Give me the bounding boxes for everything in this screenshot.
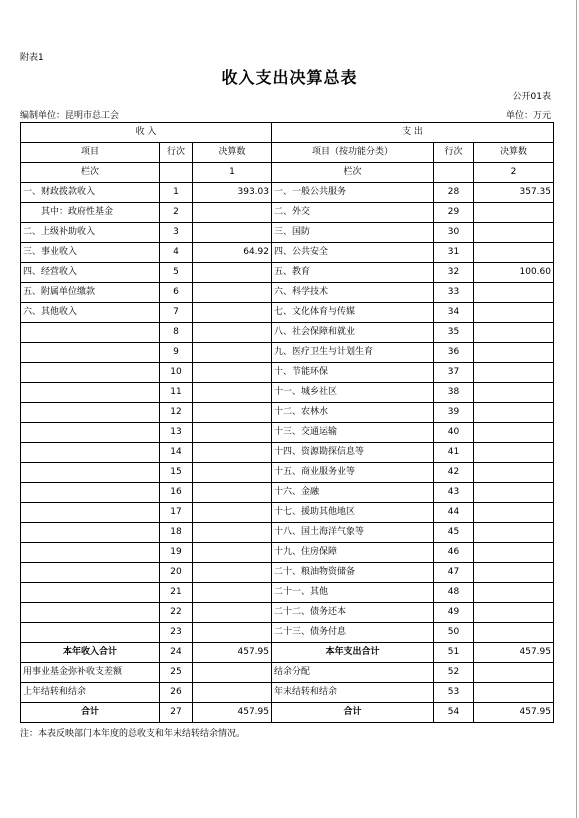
expense-item: 二、外交 (272, 203, 434, 223)
expense-value (474, 583, 554, 603)
col-header-item-function: 项目（按功能分类） (272, 143, 434, 163)
table-row (21, 343, 554, 363)
total-year-income-line: 24 (160, 643, 193, 663)
expense-line: 37 (434, 363, 474, 383)
expense-line: 36 (434, 343, 474, 363)
expense-item: 十三、交通运输 (272, 423, 434, 443)
column-index-value: 1 (193, 163, 272, 183)
expense-value (474, 523, 554, 543)
expense-value (474, 463, 554, 483)
expense-item: 二十三、债务付息 (272, 623, 434, 643)
expense-value (474, 423, 554, 443)
income-line: 4 (160, 243, 193, 263)
expense-item: 十八、国土海洋气象等 (272, 523, 434, 543)
expense-item: 一、一般公共服务 (272, 183, 434, 203)
total-year-expense-value: 457.95 (474, 643, 554, 663)
grand-total-income-value: 457.95 (193, 703, 272, 723)
income-item (21, 463, 160, 483)
page-title: 收入支出决算总表 (221, 68, 358, 87)
income-value (193, 283, 272, 303)
table-row (21, 263, 554, 283)
col-header-amount: 决算数 (193, 143, 272, 163)
expense-item: 二十、粮油物资储备 (272, 563, 434, 583)
income-value (193, 523, 272, 543)
expense-line: 43 (434, 483, 474, 503)
expense-value (474, 403, 554, 423)
income-value (193, 203, 272, 223)
income-line: 6 (160, 283, 193, 303)
expense-item: 十四、资源勘探信息等 (272, 443, 434, 463)
expense-value (474, 443, 554, 463)
income-item (21, 603, 160, 623)
expense-item: 九、医疗卫生与计划生育 (272, 343, 434, 363)
col-header-amount: 决算数 (474, 143, 554, 163)
income-item (21, 343, 160, 363)
income-item (21, 543, 160, 563)
table-row (21, 303, 554, 323)
income-value (193, 303, 272, 323)
expense-line: 41 (434, 443, 474, 463)
expense-line: 45 (434, 523, 474, 543)
table-row (21, 283, 554, 303)
income-value (193, 423, 272, 443)
income-line: 11 (160, 383, 193, 403)
expense-value (474, 503, 554, 523)
fund-makeup-line: 25 (160, 663, 193, 683)
income-value (193, 323, 272, 343)
expense-item: 十六、金融 (272, 483, 434, 503)
expense-item: 二十一、其他 (272, 583, 434, 603)
income-line: 12 (160, 403, 193, 423)
income-expense-table (20, 122, 554, 723)
income-line: 13 (160, 423, 193, 443)
income-line: 8 (160, 323, 193, 343)
income-item (21, 383, 160, 403)
income-item (21, 503, 160, 523)
table-row (21, 203, 554, 223)
income-value (193, 403, 272, 423)
expense-value: 357.35 (474, 183, 554, 203)
expense-line: 44 (434, 503, 474, 523)
income-item (21, 423, 160, 443)
surplus-distribution-line: 52 (434, 663, 474, 683)
column-index-label: 栏次 (272, 163, 434, 183)
expense-line: 46 (434, 543, 474, 563)
income-item: 二、上级补助收入 (21, 223, 160, 243)
income-line: 3 (160, 223, 193, 243)
income-item (21, 403, 160, 423)
expense-value (474, 543, 554, 563)
expense-item: 十二、农林水 (272, 403, 434, 423)
income-line: 7 (160, 303, 193, 323)
income-value (193, 603, 272, 623)
income-value (193, 543, 272, 563)
year-end-carryover-line: 53 (434, 683, 474, 703)
income-line: 10 (160, 363, 193, 383)
expense-line: 32 (434, 263, 474, 283)
income-item (21, 583, 160, 603)
col-header-item: 项目 (21, 143, 160, 163)
surplus-distribution-value (474, 663, 554, 683)
year-end-carryover-value (474, 683, 554, 703)
income-line: 15 (160, 463, 193, 483)
total-year-income-value: 457.95 (193, 643, 272, 663)
income-value: 64.92 (193, 243, 272, 263)
empty-cell (160, 163, 193, 183)
expense-line: 47 (434, 563, 474, 583)
prev-year-carryover-line: 26 (160, 683, 193, 703)
expense-line: 29 (434, 203, 474, 223)
expense-value (474, 563, 554, 583)
footnote: 注：本表反映部门本年度的总收支和年末结转结余情况。 (20, 729, 246, 739)
income-value (193, 583, 272, 603)
table-row (21, 503, 554, 523)
income-item (21, 483, 160, 503)
income-line: 18 (160, 523, 193, 543)
expense-item: 十七、援助其他地区 (272, 503, 434, 523)
expense-line: 28 (434, 183, 474, 203)
expense-item: 五、教育 (272, 263, 434, 283)
table-row (21, 543, 554, 563)
expense-item: 十一、城乡社区 (272, 383, 434, 403)
income-line: 14 (160, 443, 193, 463)
income-value (193, 383, 272, 403)
table-row (21, 183, 554, 203)
income-value (193, 503, 272, 523)
income-value (193, 223, 272, 243)
table-row (21, 403, 554, 423)
table-row (21, 423, 554, 443)
prev-year-carryover-label: 上年结转和结余 (21, 683, 160, 703)
expense-value (474, 603, 554, 623)
table-row (21, 483, 554, 503)
attachment-label: 附表1 (20, 53, 44, 63)
expense-value (474, 343, 554, 363)
expense-line: 48 (434, 583, 474, 603)
income-item: 一、财政拨款收入 (21, 183, 160, 203)
col-header-line: 行次 (434, 143, 474, 163)
income-value (193, 623, 272, 643)
income-value (193, 563, 272, 583)
income-line: 2 (160, 203, 193, 223)
page-border-right (576, 0, 577, 818)
income-line: 17 (160, 503, 193, 523)
expense-value (474, 243, 554, 263)
table-row (21, 563, 554, 583)
expense-item: 二十二、债务还本 (272, 603, 434, 623)
expense-value (474, 223, 554, 243)
surplus-distribution-label: 结余分配 (272, 663, 434, 683)
currency-unit: 单位：万元 (505, 111, 551, 121)
col-header-line: 行次 (160, 143, 193, 163)
income-value (193, 263, 272, 283)
income-item (21, 623, 160, 643)
expense-line: 40 (434, 423, 474, 443)
grand-total-expense-value: 457.95 (474, 703, 554, 723)
total-year-expense-line: 51 (434, 643, 474, 663)
expense-item: 八、社会保障和就业 (272, 323, 434, 343)
expense-item: 十九、住房保障 (272, 543, 434, 563)
expense-value (474, 383, 554, 403)
income-item (21, 363, 160, 383)
income-line: 19 (160, 543, 193, 563)
expense-value (474, 323, 554, 343)
expense-item: 七、文化体育与传媒 (272, 303, 434, 323)
expense-item: 三、国防 (272, 223, 434, 243)
expense-line: 49 (434, 603, 474, 623)
table-row (21, 363, 554, 383)
income-line: 21 (160, 583, 193, 603)
table-row (21, 583, 554, 603)
table-row (21, 523, 554, 543)
income-value (193, 483, 272, 503)
empty-cell (434, 163, 474, 183)
expense-line: 31 (434, 243, 474, 263)
expense-value (474, 303, 554, 323)
income-item: 三、事业收入 (21, 243, 160, 263)
table-row (21, 623, 554, 643)
table-row (21, 383, 554, 403)
table-row (21, 243, 554, 263)
income-line: 16 (160, 483, 193, 503)
expense-value (474, 623, 554, 643)
expense-line: 42 (434, 463, 474, 483)
prev-year-carryover-value (193, 683, 272, 703)
total-year-expense-label: 本年支出合计 (272, 643, 434, 663)
income-item: 四、经营收入 (21, 263, 160, 283)
expense-value (474, 203, 554, 223)
income-item (21, 323, 160, 343)
expense-line: 33 (434, 283, 474, 303)
expense-value (474, 363, 554, 383)
income-item: 其中：政府性基金 (21, 203, 160, 223)
income-line: 1 (160, 183, 193, 203)
expense-item: 十五、商业服务业等 (272, 463, 434, 483)
expense-line: 39 (434, 403, 474, 423)
income-value: 393.03 (193, 183, 272, 203)
table-row (21, 463, 554, 483)
grand-total-income-line: 27 (160, 703, 193, 723)
table-row (21, 443, 554, 463)
column-index-label: 栏次 (21, 163, 160, 183)
expense-value: 100.60 (474, 263, 554, 283)
income-line: 20 (160, 563, 193, 583)
expense-value (474, 483, 554, 503)
income-item: 六、其他收入 (21, 303, 160, 323)
fund-makeup-value (193, 663, 272, 683)
expense-item: 六、科学技术 (272, 283, 434, 303)
income-item: 五、附属单位缴款 (21, 283, 160, 303)
expense-line: 30 (434, 223, 474, 243)
income-line: 9 (160, 343, 193, 363)
income-line: 5 (160, 263, 193, 283)
table-row (21, 603, 554, 623)
income-value (193, 463, 272, 483)
expense-line: 38 (434, 383, 474, 403)
income-value (193, 443, 272, 463)
table-row (21, 223, 554, 243)
income-item (21, 563, 160, 583)
form-number: 公开01表 (512, 92, 551, 102)
grand-total-expense-line: 54 (434, 703, 474, 723)
income-item (21, 523, 160, 543)
expense-line: 34 (434, 303, 474, 323)
grand-total-expense-label: 合计 (272, 703, 434, 723)
income-value (193, 343, 272, 363)
expense-value (474, 283, 554, 303)
income-section-header: 收 入 (21, 123, 272, 143)
column-index-value: 2 (474, 163, 554, 183)
income-item (21, 443, 160, 463)
expense-item: 十、节能环保 (272, 363, 434, 383)
fund-makeup-label: 用事业基金弥补收支差额 (21, 663, 160, 683)
table-row (21, 323, 554, 343)
expense-line: 50 (434, 623, 474, 643)
expense-line: 35 (434, 323, 474, 343)
compiling-unit: 编制单位：昆明市总工会 (20, 111, 120, 121)
income-line: 23 (160, 623, 193, 643)
income-line: 22 (160, 603, 193, 623)
expense-item: 四、公共安全 (272, 243, 434, 263)
total-year-income-label: 本年收入合计 (21, 643, 160, 663)
grand-total-income-label: 合计 (21, 703, 160, 723)
income-value (193, 363, 272, 383)
expense-section-header: 支 出 (272, 123, 554, 143)
year-end-carryover-label: 年末结转和结余 (272, 683, 434, 703)
